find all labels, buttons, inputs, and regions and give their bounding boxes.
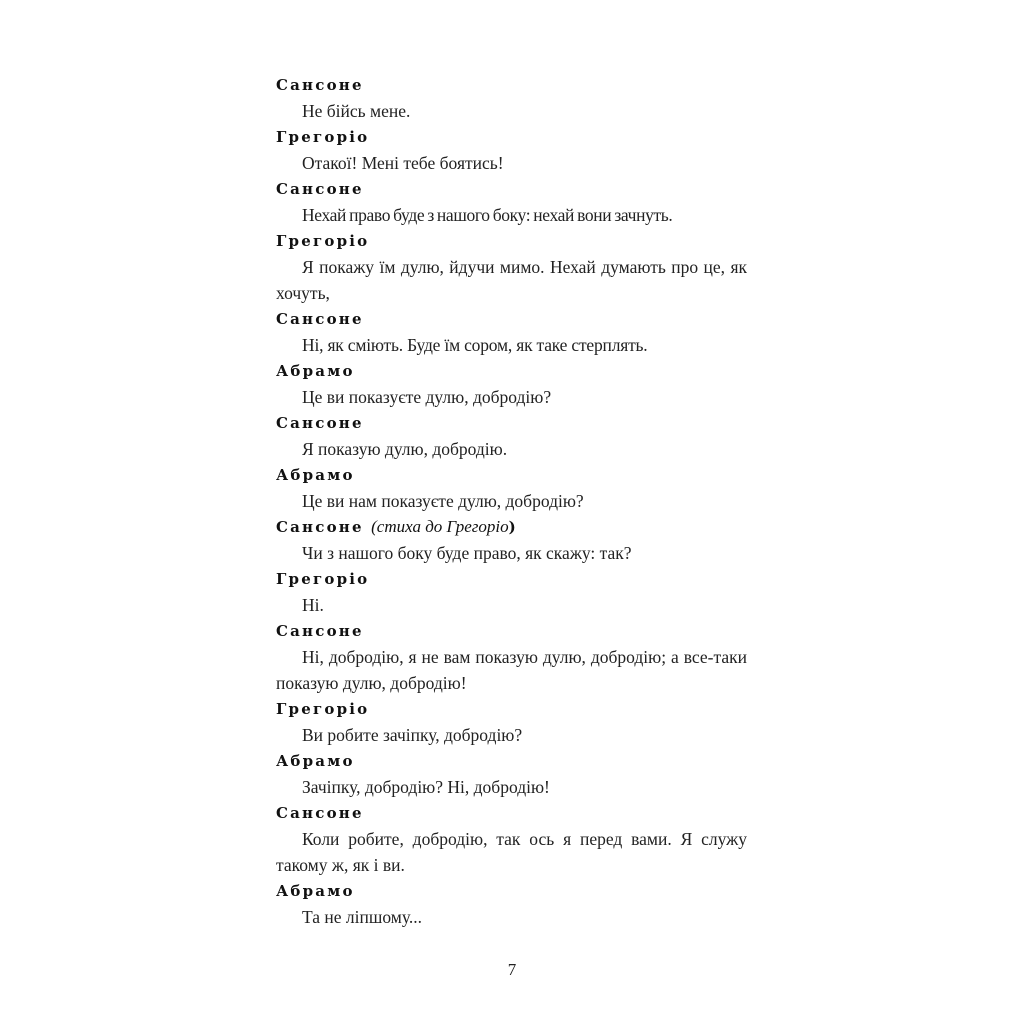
dialogue-line: Зачіпку, добродію? Ні, добродію! <box>302 777 550 797</box>
speaker-name: Абрамо <box>276 362 355 380</box>
speaker-name: Сансоне <box>276 622 364 640</box>
speaker-name: Грегоріо <box>276 128 370 146</box>
dialogue-line: Це ви нам показуєте дулю, добродію? <box>302 491 584 511</box>
speaker-name: Абрамо <box>276 882 355 900</box>
dialogue-line: Та не ліпшому... <box>302 907 422 927</box>
speaker-name: Сансоне <box>276 518 364 536</box>
speaker-name: Абрамо <box>276 466 355 484</box>
play-text-page <box>276 72 747 930</box>
speaker-name: Грегоріо <box>276 232 370 250</box>
speaker-name: Сансоне <box>276 414 364 432</box>
dialogue-line: Я покажу їм дулю, йдучи мимо. Нехай думають про це, як хочуть, <box>276 257 747 303</box>
dialogue-line: Нехай право буде з нашого боку: нехай вони зачнуть. <box>302 205 673 225</box>
speaker-with-stage-direction <box>276 514 747 540</box>
dialogue-line: Не бійсь мене. <box>302 101 411 121</box>
dialogue-line: Ні. <box>302 595 324 615</box>
stage-direction-close: ) <box>508 518 516 536</box>
dialogue-line: Я показую дулю, добродію. <box>302 439 508 459</box>
dialogue-line: Чи з нашого боку буде право, як скажу: так? <box>302 543 632 563</box>
speaker-name: Сансоне <box>276 310 364 328</box>
stage-direction: (стиха до Грегоріо <box>371 517 509 536</box>
speaker-name: Сансоне <box>276 804 364 822</box>
page-number: 7 <box>507 960 517 979</box>
dialogue-line: Коли робите, добродію, так ось я перед вами. Я служу такому ж, як і ви. <box>276 829 747 875</box>
speaker-name: Грегоріо <box>276 570 370 588</box>
speaker-name: Сансоне <box>276 180 364 198</box>
dialogue-line: Ні, добродію, я не вам показую дулю, добродію; а все-таки показую дулю, добродію! <box>276 647 747 693</box>
speaker-name: Абрамо <box>276 752 355 770</box>
dialogue-line: Отакої! Мені тебе боятись! <box>302 153 504 173</box>
dialogue-line: Ви робите зачіпку, добродію? <box>302 725 523 745</box>
speaker-name: Сансоне <box>276 76 364 94</box>
dialogue-line: Ні, як сміють. Буде їм сором, як таке стерплять. <box>302 335 648 355</box>
speaker-name: Грегоріо <box>276 700 370 718</box>
dialogue-line: Це ви показуєте дулю, добродію? <box>302 387 552 407</box>
